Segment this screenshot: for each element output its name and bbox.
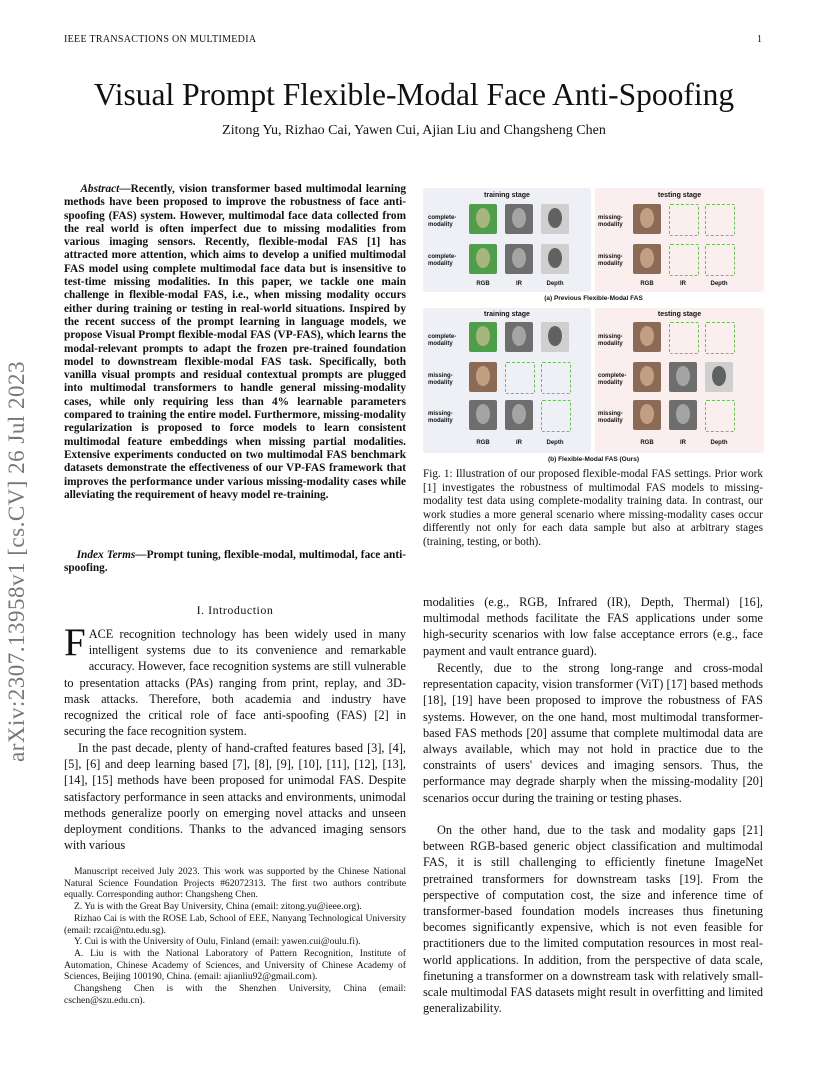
rgb-face-image xyxy=(633,244,661,274)
intro-paragraph-1 xyxy=(64,621,406,739)
panel-title: testing stage xyxy=(657,311,702,318)
figure-1 xyxy=(423,188,764,463)
depth-face-image xyxy=(705,362,733,392)
column-label: Depth xyxy=(546,281,564,287)
missing-modality-slot xyxy=(669,204,699,236)
depth-face-image xyxy=(541,244,569,274)
figure-caption: Fig. 1: Illustration of our proposed flexible-modal FAS settings. Prior work [1] investigates the robustness of multimodal FAS models to missing-modality test data using complete-modality training data. In contrast, our work studies a more general scenario where missing-modality cases occur differently not only for each data sample but also at arbitrary stages (training, testing, or both). xyxy=(423,468,763,548)
page-number: 1 xyxy=(757,34,762,45)
rgb-face-image xyxy=(633,362,661,392)
missing-modality-slot xyxy=(669,244,699,276)
rgb-face-image xyxy=(633,204,661,234)
column-label: IR xyxy=(680,281,686,287)
abstract xyxy=(64,183,406,502)
panel-title: testing stage xyxy=(657,192,702,199)
rgb-face-image xyxy=(469,204,497,234)
intro-paragraph-2: In the past decade, plenty of hand-crafted features based [3], [4], [5], [6] and deep learning based [7], [8], [9], [10], [11], [12], [13], [14], [15] methods have been proposed for unimodal FAS. Despite satisfactory performance in seen attacks and environments, unimodal methods generalize poorly on emerging novel attacks and unseen deployment conditions. Thanks to the advanced imaging sensors with various xyxy=(64,741,406,853)
index-terms-label: Index Terms xyxy=(76,549,136,561)
index-terms xyxy=(64,549,406,576)
ir-face-image xyxy=(505,400,533,430)
row-label: missing-modality xyxy=(598,215,623,228)
rgb-face-image xyxy=(469,244,497,274)
row-label: missing-modality xyxy=(598,254,623,267)
rgb-face-image xyxy=(469,322,497,352)
column-label: Depth xyxy=(710,281,728,287)
missing-modality-slot xyxy=(541,400,571,432)
right-column-paragraph-3: On the other hand, due to the task and modality gaps [21] between RGB-based generic object classification and multimodal FAS, it is still challenging to efficiently finetune ImageNet pretrained transformers for downstream tasks [19]. From the perspective of computation cost, the size and inference time of transformer-based foundation models increases thus finetuning becomes significantly expensive, which is not even feasible for practitioners due to the limited computation resources in most real-world applications. In addition, from the perspective of data scale, finetuning a transformer on a downstream task with relatively small-scale multimodal FAS datasets might result in overfitting and limited generalizability. xyxy=(423,823,763,1016)
subcaption-a: (a) Previous Flexible-Modal FAS xyxy=(544,295,643,302)
abstract-label: Abstract xyxy=(80,183,120,195)
missing-modality-slot xyxy=(705,204,735,236)
footnotes xyxy=(64,866,406,1006)
depth-face-image xyxy=(541,322,569,352)
footnote: A. Liu is with the National Laboratory of Pattern Recognition, Institute of Automation, Chinese Academy of Sciences, and University of Chinese Academy of Sciences, Beijing 100190, China. (email: ajianliu92@gmail.com). xyxy=(64,947,406,983)
subcaption-b: (b) Flexible-Modal FAS (Ours) xyxy=(547,456,639,463)
column-label: RGB xyxy=(476,281,490,287)
arxiv-stamp: arXiv:2307.13958v1 [cs.CV] 26 Jul 2023 xyxy=(4,360,29,762)
row-label: complete-modality xyxy=(428,334,457,347)
panel-title: training stage xyxy=(484,192,530,199)
column-label: Depth xyxy=(546,440,564,446)
row-label: missing-modality xyxy=(598,334,623,347)
row-label: complete-modality xyxy=(598,373,627,386)
column-label: IR xyxy=(516,440,522,446)
rgb-face-image xyxy=(469,400,497,430)
column-label: IR xyxy=(680,440,686,446)
column-label: Depth xyxy=(710,440,728,446)
ir-face-image xyxy=(505,322,533,352)
intro-paragraph-1-text: ACE recognition technology has been widely used in many intelligent systems due to its convenience and remarkable accuracy. However, face recognition systems are still vulnerable to presentation attacks (PAs) ranging from print, replay, and 3D-mask attacks. Therefore, both academia and industry have recognized the critical role of face anti-spoofing (FAS) [2] in securing the face recognition system. xyxy=(64,627,406,739)
right-column-paragraph-1: modalities (e.g., RGB, Infrared (IR), Depth, Thermal) [16], multimodal methods facilitate the FAS applications under some high-security scenarios with low false acceptance errors (e.g., face payment and vault entrance guard). xyxy=(423,595,763,658)
row-label: missing-modality xyxy=(598,411,623,424)
paper-title: Visual Prompt Flexible-Modal Face Anti-Spoofing xyxy=(93,77,735,112)
row-label: missing-modality xyxy=(428,373,453,386)
journal-header: IEEE TRANSACTIONS ON MULTIMEDIA xyxy=(64,34,257,45)
author-list: Zitong Yu, Rizhao Cai, Yawen Cui, Ajian Liu and Changsheng Chen xyxy=(222,123,606,138)
rgb-face-image xyxy=(469,362,497,392)
missing-modality-slot xyxy=(541,362,571,394)
rgb-face-image xyxy=(633,400,661,430)
footnote: Y. Cui is with the University of Oulu, Finland (email: yawen.cui@oulu.fi). xyxy=(74,936,361,948)
panel-title: training stage xyxy=(484,311,530,318)
ir-face-image xyxy=(669,362,697,392)
column-label: IR xyxy=(516,281,522,287)
footnote: Manuscript received July 2023. This work was supported by the Chinese National Natural Science Foundation Projects #62072313. The first two authors contribute equally. Corresponding author: Changsheng Chen. xyxy=(64,866,406,901)
missing-modality-slot xyxy=(669,322,699,354)
footnote: Z. Yu is with the Great Bay University, China (email: zitong.yu@ieee.org). xyxy=(74,901,362,913)
section-heading: I. Introduction xyxy=(196,603,274,617)
missing-modality-slot xyxy=(705,322,735,354)
missing-modality-slot xyxy=(505,362,535,394)
dropcap: F xyxy=(64,621,86,664)
ir-face-image xyxy=(505,204,533,234)
row-label: missing-modality xyxy=(428,411,453,424)
ir-face-image xyxy=(505,244,533,274)
footnote: Rizhao Cai is with the ROSE Lab, School of EEE, Nanyang Technological University (email: rzcai@ntu.edu.sg). xyxy=(64,912,406,936)
index-terms-text: —Prompt tuning, flexible-modal, multimodal, face anti-spoofing. xyxy=(64,549,407,575)
column-label: RGB xyxy=(476,440,490,446)
row-label: complete-modality xyxy=(428,215,457,228)
column-label: RGB xyxy=(640,281,654,287)
column-label: RGB xyxy=(640,440,654,446)
abstract-text: —Recently, vision transformer based multimodal learning methods have been proposed to improve the robustness of face anti-spoofing (FAS) system. However, multimodal face data collected from the real world is often imperfect due to missing modalities from various imaging sensors. Recently, flexible-modal FAS [1] has attracted more attention, which aims to develop a unified multimodal FAS model using complete multimodal face data but is insensitive to test-time missing modalities. In this paper, we tackle one main challenge in flexible-modal FAS, i.e., when missing modality occurs either during training or testing in real-world situations. Inspired by the recent success of the prompt learning in language models, we propose Visual Prompt flexible-modal FAS (VP-FAS), which learns the modal-relevant prompts to adapt the frozen pre-trained foundation model to downstream flexible-modal FAS task. Specifically, both vanilla visual prompts and residual contextual prompts are plugged into multimodal transformers to handle general missing-modality cases, while only requiring less than 4% learnable parameters compared to training the entire model. Furthermore, missing-modality regularization is proposed to force models to learn consistent multimodal feature embeddings when missing partial modalities. Extensive experiments conducted on two multimodal FAS benchmark datasets demonstrate the effectiveness of our VP-FAS framework that improves the performance under various missing-modality cases while alleviating the requirement of heavy model re-training. xyxy=(64,183,406,501)
ir-face-image xyxy=(669,400,697,430)
depth-face-image xyxy=(541,204,569,234)
right-column-paragraph-2: Recently, due to the strong long-range and cross-modal representation capacity, vision transformer (ViT) [17] based methods [18], [19] have been proposed to improve the robustness of FAS systems. However, on the one hand, most multimodal transformer-based FAS methods [20] assume that complete multimodal data are always available, which may not hold in practice due to the constraints of users' devices and imaging sensors. Thus, the performance may degrade sharply when the missing-modality [20] scenarios occur during the training or testing phases. xyxy=(423,661,763,805)
footnote: Changsheng Chen is with the Shenzhen University, China (email: cschen@szu.edu.cn). xyxy=(64,983,406,1006)
rgb-face-image xyxy=(633,322,661,352)
missing-modality-slot xyxy=(705,400,735,432)
row-label: complete-modality xyxy=(428,254,457,267)
missing-modality-slot xyxy=(705,244,735,276)
